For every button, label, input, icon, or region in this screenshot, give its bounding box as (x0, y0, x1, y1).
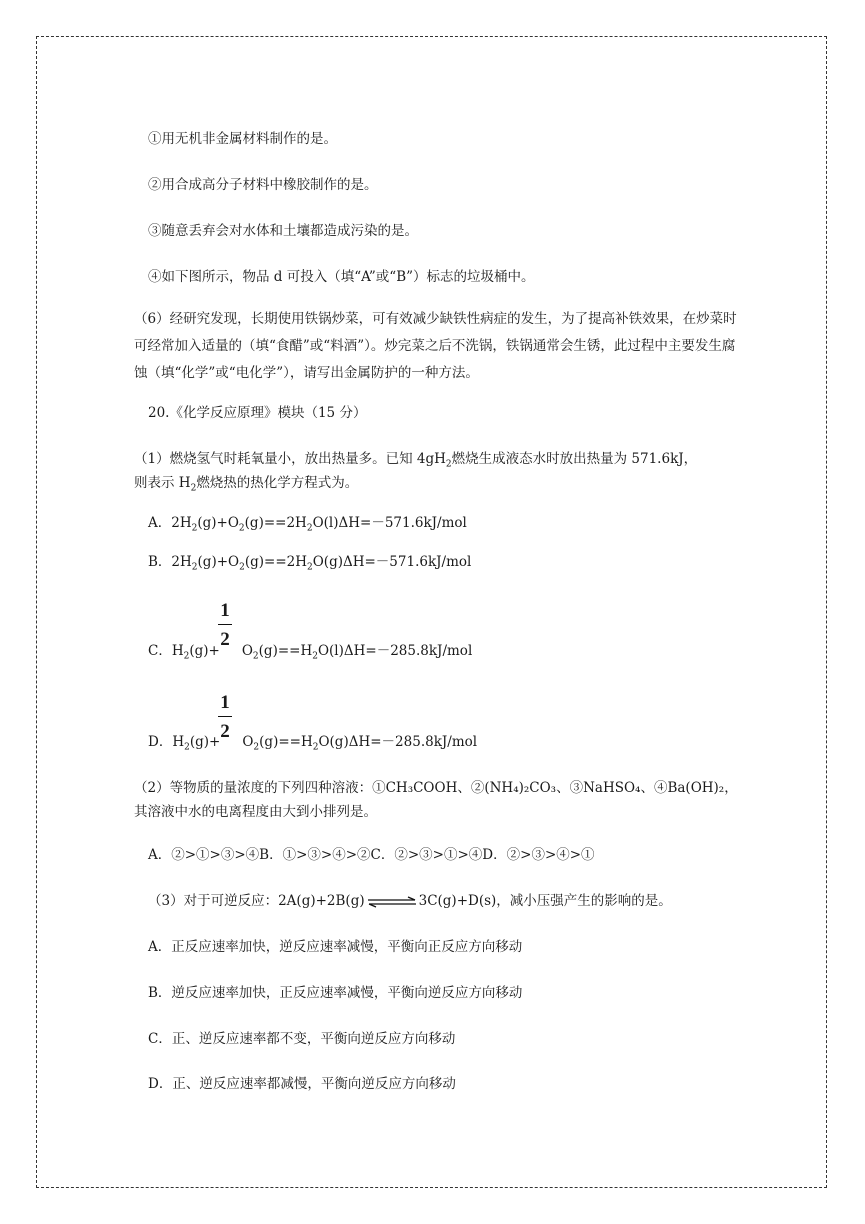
option-b: B．$2H_2(g)+O_2(g)==2H_2O(g)\Delta H=-571.6kJ$/mol (148, 554, 472, 573)
question-2: ②用合成高分子材料中橡胶制作的是。 (148, 177, 378, 193)
question-4: ④如下图所示，物品 d 可投入（填“A”或“B”）标志的垃圾桶中。 (148, 269, 535, 285)
page-border (36, 36, 827, 1188)
option-a: A．$2H_2(g)+O_2(g)==2H_2O(l)\Delta H=-571.6kJ$/mol (148, 515, 467, 534)
question-6: （6）经研究发现，长期使用铁锅炒菜，可有效减少缺铁性病症的发生，为了提高补铁效果，在炒菜时可经常加入适量的（填“食醋”或“料酒”）。炒完菜之后不洗锅，铁锅通常会生锈，此过程中主要发生腐蚀（填“化学”或“电化学”），请写出金属防护的一种方法。 (134, 311, 737, 381)
equilibrium-arrow-icon (367, 896, 417, 908)
part-1-line-1: （1）燃烧氢气时耗氧量小，放出热量多。已知 $4gH_2$燃烧生成液态水时放出热量为 571.6kJ， (134, 451, 698, 470)
section-20-title: 20.《化学反应原理》模块（15 分） (148, 405, 367, 421)
option-c: C．$H_2(g)+ O_2(g)==H_2O(l)\Delta H=-285.8kJ/mol$ (148, 643, 473, 662)
part-3-stem: （3）对于可逆反应：2A(g)+2B(g) 3C(g)+D(s)，减小压强产生的影响的是。 (148, 893, 672, 909)
fraction-c: 1 2 (218, 600, 232, 651)
part-2-line-2: 其溶液中水的电离程度由大到小排列是。 (134, 804, 377, 820)
part-3-option-d: D．正、逆反应速率都减慢，平衡向逆反应方向移动 (148, 1076, 456, 1092)
part-2-options: A．②>①>③>④B．①>③>④>②C．②>③>①>④D．②>③>④>① (148, 847, 595, 863)
question-3: ③随意丢弃会对水体和土壤都造成污染的是。 (148, 223, 418, 239)
question-1: ①用无机非金属材料制作的是。 (148, 131, 337, 147)
part-2-line-1: （2）等物质的量浓度的下列四种溶液：①CH₃COOH、②(NH₄)₂CO₃、③NaHSO₄、④Ba(OH)₂， (134, 780, 738, 796)
option-d: D．$H_2(g)+ O_2(g)==H_2O(g)\Delta H=-285.8kJ/mol$ (148, 734, 478, 753)
part-3-option-a: A．正反应速率加快，逆反应速率减慢，平衡向正反应方向移动 (148, 939, 523, 955)
part-3-option-c: C．正、逆反应速率都不变，平衡向逆反应方向移动 (148, 1031, 456, 1047)
fraction-d: 1 2 (218, 692, 232, 743)
part-3-option-b: B．逆反应速率加快，正反应速率减慢，平衡向逆反应方向移动 (148, 985, 523, 1001)
part-1-line-2: 则表示 $H_2$燃烧热的热化学方程式为。 (134, 475, 359, 494)
